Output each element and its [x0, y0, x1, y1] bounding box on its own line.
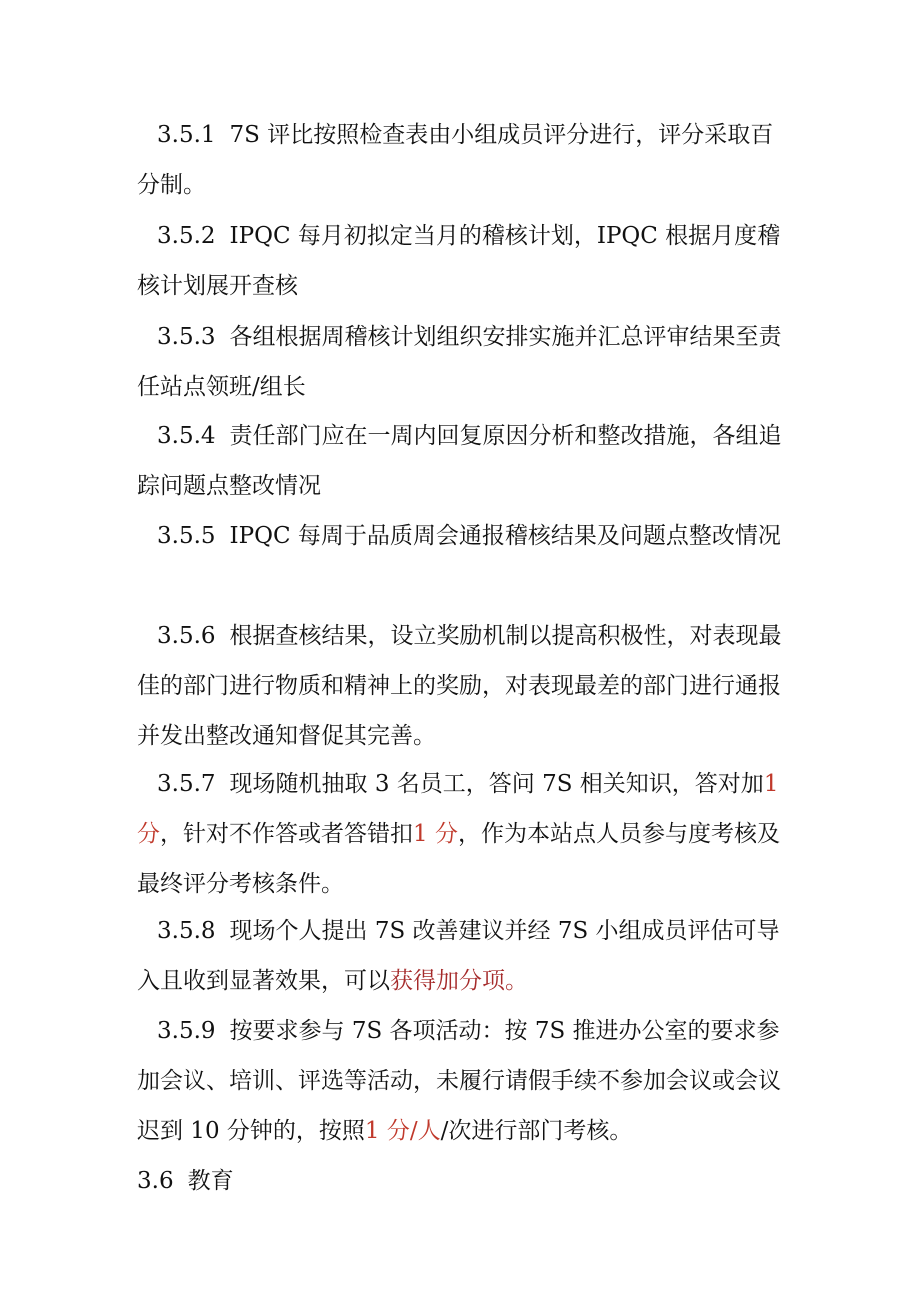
clause-number: 3.5.4: [157, 423, 216, 449]
clause-3-5-9: [137, 1006, 787, 1156]
clause-3-5-5: [137, 511, 787, 561]
clause-3-5-2: [137, 211, 787, 311]
clause-3-5-1: [137, 110, 787, 210]
clause-text: /次进行部门考核。: [440, 1118, 633, 1144]
clause-3-5-8: [137, 906, 787, 1006]
clause-text: 责任部门应在一周内回复原因分析和整改措施，各组追踪问题点整改情况: [137, 423, 782, 499]
clause-number: 3.5.8: [157, 918, 216, 944]
clause-text: 现场个人提出 7S 改善建议并经 7S 小组成员评估可导入且收到显著效果，可以: [137, 918, 780, 994]
clause-text: 现场随机抽取 3 名员工，答问 7S 相关知识，答对加: [229, 771, 764, 797]
clause-text: IPQC 每周于品质周会通报稽核结果及问题点整改情况: [229, 523, 781, 549]
clause-number: 3.5.5: [157, 523, 216, 549]
clause-3-5-4: [137, 411, 787, 511]
clause-text: 根据查核结果，设立奖励机制以提高积极性，对表现最佳的部门进行物质和精神上的奖励，对表现最差的部门进行通报并发出整改通知督促其完善。: [137, 623, 782, 749]
highlighted-score: 1 分/人: [364, 1118, 441, 1144]
clause-3-5-3: [137, 312, 787, 412]
clause-3-5-7: [137, 759, 787, 909]
clause-number: 3.5.7: [157, 771, 216, 797]
clause-text: 各组根据周稽核计划组织安排实施并汇总评审结果至责任站点领班/组长: [137, 324, 782, 400]
highlighted-bonus: 获得加分项。: [390, 968, 528, 994]
clause-text: 7S 评比按照检查表由小组成员评分进行，评分采取百分制。: [137, 122, 774, 198]
clause-number: 3.5.1: [157, 122, 216, 148]
clause-number: 3.5.2: [157, 223, 216, 249]
clause-number: 3.5.9: [157, 1018, 216, 1044]
clause-3-5-6: [137, 611, 787, 761]
clause-text: ，作为本站点人员参与度考核及最终评分考核条件。: [137, 821, 780, 897]
clause-text: ，针对不作答或者答错扣: [160, 821, 413, 847]
clause-text: 按要求参与 7S 各项活动：按 7S 推进办公室的要求参加会议、培训、评选等活动，未履行请假手续不参加会议或会议迟到 10 分钟的，按照: [137, 1018, 781, 1144]
clause-number: 3.5.6: [157, 623, 216, 649]
clause-number: 3.5.3: [157, 324, 216, 350]
highlighted-score: 1 分: [413, 821, 458, 847]
section-title: 教育: [187, 1168, 234, 1194]
highlighted-score: 1 分: [137, 771, 779, 847]
section-heading-3-6: [137, 1156, 787, 1206]
clause-text: IPQC 每月初拟定当月的稽核计划，IPQC 根据月度稽核计划展开查核: [137, 223, 781, 299]
section-number: 3.6: [137, 1168, 174, 1194]
